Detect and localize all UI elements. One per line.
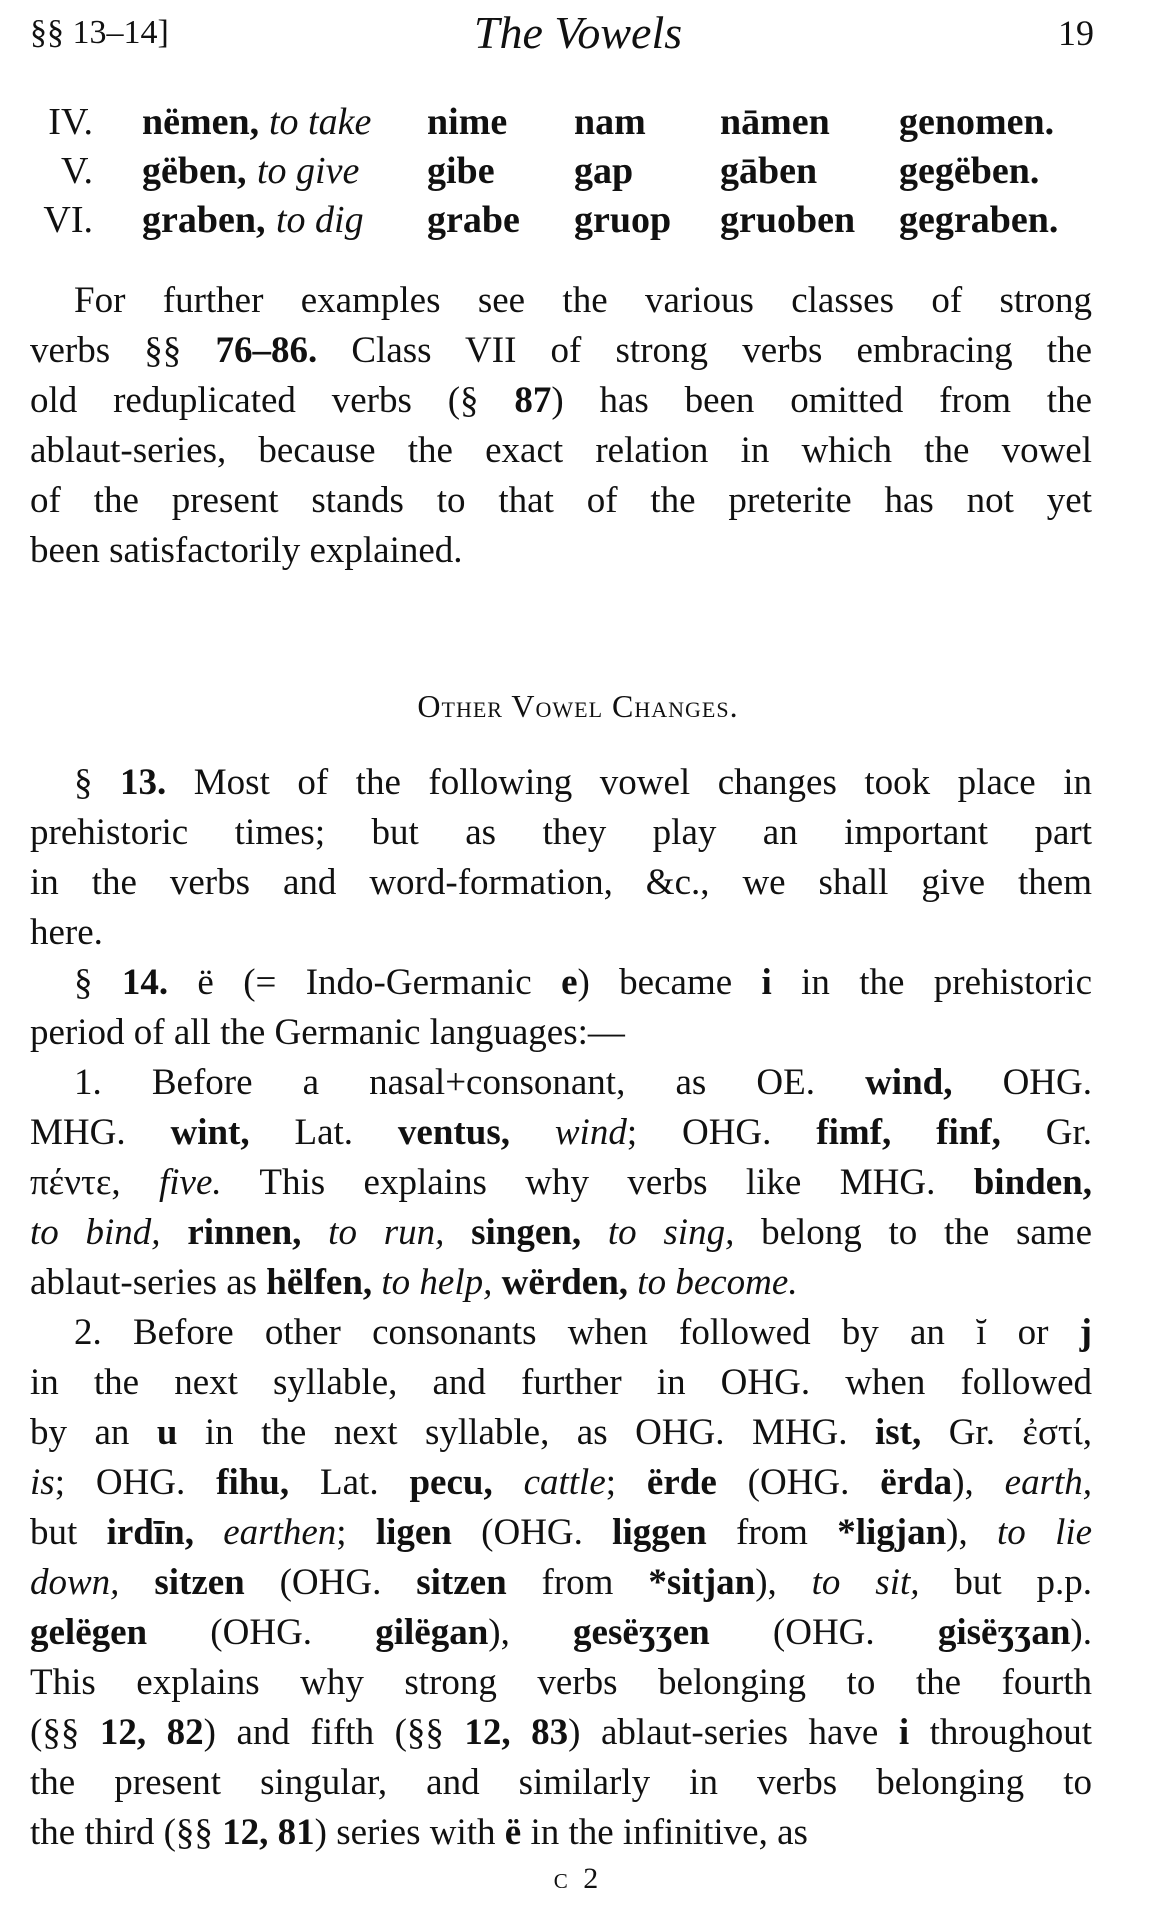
italic-gloss: wind (554, 1112, 627, 1153)
text-run: (OHG. (451, 1512, 613, 1553)
text-run: ablaut-series, because the exact relation in which the vowel (30, 430, 1092, 471)
bold-term: fimf, finf, (816, 1112, 1001, 1153)
text-run: by an (30, 1412, 157, 1453)
bold-term: gisëʒʒan (937, 1612, 1071, 1653)
text-run: ë (= Indo-Germanic (168, 962, 562, 1003)
italic-gloss: to run, (328, 1212, 445, 1253)
text-line (30, 808, 1092, 858)
italic-gloss: to help, (381, 1262, 493, 1303)
text-run: in the next syllable, as OHG. MHG. (177, 1412, 875, 1453)
signature-mark: c 2 (553, 1862, 603, 1895)
verb-form: gāben (720, 150, 818, 192)
text-line (30, 476, 1092, 526)
verb-form: nime (427, 101, 508, 143)
class-numeral: V. (60, 150, 93, 192)
text-run: ) has been omitted from the (551, 380, 1093, 421)
text-line (30, 1508, 1092, 1558)
text-line (30, 1108, 1092, 1158)
verb-form: grabe (427, 199, 520, 241)
text-run: Class VII of strong verbs embracing the (317, 330, 1092, 371)
italic-gloss: cattle (523, 1462, 606, 1503)
italic-gloss: to sing, (607, 1212, 735, 1253)
bold-term: *ligjan (837, 1512, 947, 1553)
text-run (628, 1262, 637, 1303)
text-run: ; (605, 1462, 647, 1503)
text-run: ) became (577, 962, 762, 1003)
bold-term: wint, (170, 1112, 250, 1153)
text-run: ; OHG. (54, 1462, 217, 1503)
bold-term: 12, 82 (99, 1712, 204, 1753)
text-run: prehistoric times; but as they play an important part (30, 812, 1092, 853)
class-numeral: IV. (48, 101, 93, 143)
infinitive: graben, (142, 199, 266, 241)
text-run: (OHG. (147, 1612, 376, 1653)
text-line (30, 1258, 1092, 1308)
bold-term: ërde (646, 1462, 717, 1503)
text-run: (§§ (30, 1712, 100, 1753)
verb-form: gibe (427, 150, 495, 192)
text-run (510, 1112, 555, 1153)
text-line (30, 1158, 1092, 1208)
text-run: ; OHG. (626, 1112, 817, 1153)
text-line (30, 1458, 1092, 1508)
text-line (30, 1358, 1092, 1408)
bold-term: ërda (880, 1462, 953, 1503)
text-run: in the next syllable, and further in OHG. when followed (30, 1362, 1092, 1403)
text-run: πέντε, (30, 1162, 159, 1203)
text-run (492, 1262, 501, 1303)
text-run: § (74, 962, 122, 1003)
verb-form: genomen. (899, 101, 1055, 143)
text-run: ) and fifth (§§ (203, 1712, 465, 1753)
bold-term: hëlfen, (266, 1262, 373, 1303)
text-run: in the prehistoric (771, 962, 1092, 1003)
table-row (0, 98, 1156, 146)
infinitive: gëben, (142, 150, 247, 192)
bold-term: sitzen (154, 1562, 245, 1603)
italic-gloss: down, (30, 1562, 120, 1603)
text-run: ). (1070, 1612, 1092, 1653)
bold-term: wind, (865, 1062, 953, 1103)
text-run: belong to the same (734, 1212, 1093, 1253)
text-line (30, 426, 1092, 476)
bold-term: 12, 81 (222, 1812, 315, 1853)
text-run (444, 1212, 471, 1253)
text-run: ) ablaut-series have (568, 1712, 899, 1753)
text-run: the present singular, and similarly in verbs belonging to (30, 1762, 1092, 1803)
infinitive: nëmen, (142, 101, 260, 143)
italic-gloss: earth, (1004, 1462, 1092, 1503)
text-run: This explains why strong verbs belonging to the fourth (30, 1662, 1092, 1703)
bold-term: u (156, 1412, 178, 1453)
text-line (30, 1808, 1092, 1858)
text-run: (OHG. (709, 1612, 938, 1653)
gloss: to dig (276, 199, 364, 241)
bold-term: gelëgen (30, 1612, 148, 1653)
text-run: period of all the Germanic languages:— (30, 1012, 625, 1053)
bold-term: ist, (875, 1412, 922, 1453)
text-run (194, 1512, 223, 1553)
italic-gloss: to lie (997, 1512, 1093, 1553)
bold-term: *sitjan (648, 1562, 756, 1603)
text-run: ablaut-series as (30, 1262, 267, 1303)
paragraph-further-examples (30, 276, 1092, 576)
bold-term: 14. (121, 962, 169, 1003)
table-row (0, 147, 1156, 195)
text-line (30, 908, 1092, 958)
text-run: ), (755, 1562, 812, 1603)
bold-term: 13. (120, 762, 167, 803)
text-run: ), (952, 1462, 1005, 1503)
text-run: throughout (909, 1712, 1093, 1753)
bold-term: wërden, (501, 1262, 629, 1303)
text-run: This explains why verbs like MHG. (221, 1162, 974, 1203)
bold-term: singen, (471, 1212, 582, 1253)
text-run: OHG. (952, 1062, 1092, 1103)
text-run (161, 1212, 188, 1253)
bold-term: ë (504, 1812, 522, 1853)
bold-term: fihu, (216, 1462, 290, 1503)
text-run: been satisfactorily explained. (30, 530, 463, 571)
text-run: (OHG. (716, 1462, 881, 1503)
text-line (30, 958, 1092, 1008)
text-line (30, 1758, 1092, 1808)
text-run: ), (488, 1612, 574, 1653)
bold-term: rinnen, (187, 1212, 302, 1253)
text-run: ) series with (314, 1812, 505, 1853)
text-run (301, 1212, 328, 1253)
text-run: Most of the following vowel changes took place in (166, 762, 1092, 803)
bold-term: pecu, (409, 1462, 493, 1503)
text-run: verbs §§ (30, 330, 216, 371)
italic-gloss: five. (159, 1162, 222, 1203)
text-run: old reduplicated verbs (§ (30, 380, 515, 421)
bold-term: ligen (375, 1512, 452, 1553)
text-run: but p.p. (919, 1562, 1093, 1603)
bold-term: irdīn, (106, 1512, 194, 1553)
text-line (30, 1208, 1092, 1258)
bold-term: gilëgan (375, 1612, 489, 1653)
gloss: to take (269, 101, 372, 143)
text-line (30, 276, 1092, 326)
text-run: MHG. (30, 1112, 171, 1153)
text-run: ; (336, 1512, 376, 1553)
bold-term: j (1079, 1312, 1092, 1353)
text-line (30, 1558, 1092, 1608)
text-line (30, 526, 1092, 576)
text-line (30, 1408, 1092, 1458)
text-run: from (506, 1562, 649, 1603)
italic-gloss: to become. (637, 1262, 798, 1303)
text-run: § (74, 762, 121, 803)
text-run: Lat. (249, 1112, 398, 1153)
page-number: 19 (1058, 13, 1094, 53)
text-run: 1. Before a nasal+consonant, as OE. (74, 1062, 866, 1103)
text-run (493, 1462, 524, 1503)
bold-term: binden, (973, 1162, 1092, 1203)
gloss: to give (257, 150, 360, 192)
text-run: 2. Before other consonants when followed by an ĭ or (74, 1312, 1080, 1353)
italic-gloss: earthen (223, 1512, 337, 1553)
bold-term: i (898, 1712, 910, 1753)
verb-form: gap (574, 150, 634, 192)
bold-term: 76–86. (215, 330, 318, 371)
bold-term: ventus, (397, 1112, 510, 1153)
text-line (30, 758, 1092, 808)
text-run (119, 1562, 154, 1603)
text-line (30, 1308, 1092, 1358)
text-line (30, 1008, 1092, 1058)
running-head-title: The Vowels (473, 7, 683, 58)
text-run: from (706, 1512, 838, 1553)
verb-form: nam (574, 101, 646, 143)
text-run: ), (946, 1512, 998, 1553)
italic-gloss: to sit, (811, 1562, 920, 1603)
bold-term: 12, 83 (464, 1712, 569, 1753)
bold-term: sitzen (416, 1562, 507, 1603)
section-heading: Other Vowel Changes. (417, 688, 739, 724)
text-run: Lat. (289, 1462, 410, 1503)
verb-form: gruoben (720, 199, 856, 241)
text-run: For further examples see the various classes of strong (74, 280, 1092, 321)
text-line (30, 1608, 1092, 1658)
text-run: Gr. (1000, 1112, 1093, 1153)
text-run: in the verbs and word-formation, &c., we shall give them (30, 862, 1092, 903)
text-run: Gr. ἐστί, (921, 1412, 1092, 1453)
verb-form: gegraben. (899, 199, 1059, 241)
text-line (30, 376, 1092, 426)
text-run: but (30, 1512, 107, 1553)
bold-term: e (561, 962, 578, 1003)
class-numeral: VI. (43, 199, 93, 241)
italic-gloss: to bind, (30, 1212, 161, 1253)
verb-form: gegëben. (899, 150, 1040, 192)
verb-form: gruop (574, 199, 672, 241)
text-line (30, 1058, 1092, 1108)
bold-term: gesëʒʒen (573, 1612, 710, 1653)
verb-form: nāmen (720, 101, 830, 143)
text-run (581, 1212, 608, 1253)
text-run: of the present stands to that of the preterite has not yet (30, 480, 1092, 521)
text-line (30, 1708, 1092, 1758)
text-line (30, 1658, 1092, 1708)
bold-term: i (761, 962, 772, 1003)
italic-gloss: is (30, 1462, 55, 1503)
text-run: (OHG. (244, 1562, 417, 1603)
running-head-section-ref: §§ 13–14] (30, 14, 169, 51)
bold-term: 87 (514, 380, 552, 421)
table-row (0, 196, 1156, 244)
text-line (30, 326, 1092, 376)
text-run: the third (§§ (30, 1812, 223, 1853)
bold-term: liggen (612, 1512, 707, 1553)
text-run: in the infinitive, as (521, 1812, 808, 1853)
body-text (30, 758, 1092, 1858)
text-line (30, 858, 1092, 908)
text-run: here. (30, 912, 103, 953)
